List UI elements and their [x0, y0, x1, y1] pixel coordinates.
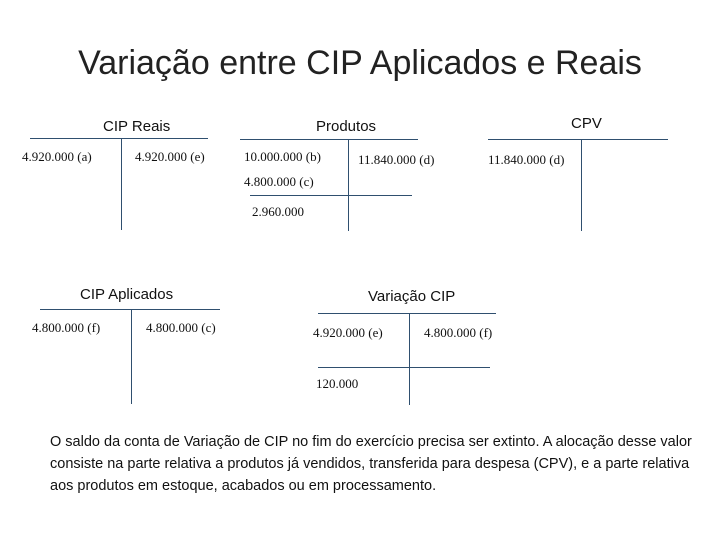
t-account-top-line	[318, 313, 496, 314]
balance-value: 2.960.000	[252, 204, 304, 219]
account-name: CPV	[571, 115, 602, 132]
account-name: Variação CIP	[368, 288, 456, 305]
credit-entry: 4.800.000 (c)	[146, 320, 216, 335]
debit-entry: 4.920.000 (a)	[22, 149, 92, 164]
t-account-divider	[131, 309, 132, 404]
account-name: CIP Reais	[103, 118, 171, 135]
debit-entry: 4.800.000 (c)	[244, 174, 314, 189]
account-name: Produtos	[316, 118, 377, 135]
balance-line	[318, 367, 490, 368]
t-account-top-line	[40, 309, 220, 310]
account-name: CIP Aplicados	[80, 286, 174, 303]
credit-entry: 11.840.000 (d)	[358, 152, 435, 167]
t-account-top-line	[488, 139, 668, 140]
t-account-top-line	[240, 139, 418, 140]
debit-entry: 4.920.000 (e)	[313, 325, 383, 340]
t-account-top-line	[30, 138, 208, 139]
t-account-divider	[348, 139, 349, 231]
balance-value: 120.000	[316, 376, 359, 391]
explanatory-note: O saldo da conta de Variação de CIP no fim do exercício precisa ser extinto. A alocação desse valor consiste na parte relativa a produtos já vendidos, transferida para despesa (CPV), e a parte relativa aos produtos em estoque, acabados ou em processamento.	[50, 434, 692, 494]
t-account-divider	[581, 139, 582, 231]
debit-entry: 11.840.000 (d)	[488, 152, 565, 167]
debit-entry: 10.000.000 (b)	[244, 149, 321, 164]
debit-entry: 4.800.000 (f)	[32, 320, 101, 335]
balance-line	[250, 195, 412, 196]
page-title: Variação entre CIP Aplicados e Reais	[78, 44, 642, 82]
t-account-divider	[121, 138, 122, 230]
t-account-divider	[409, 313, 410, 405]
credit-entry: 4.920.000 (e)	[135, 149, 205, 164]
credit-entry: 4.800.000 (f)	[424, 325, 493, 340]
